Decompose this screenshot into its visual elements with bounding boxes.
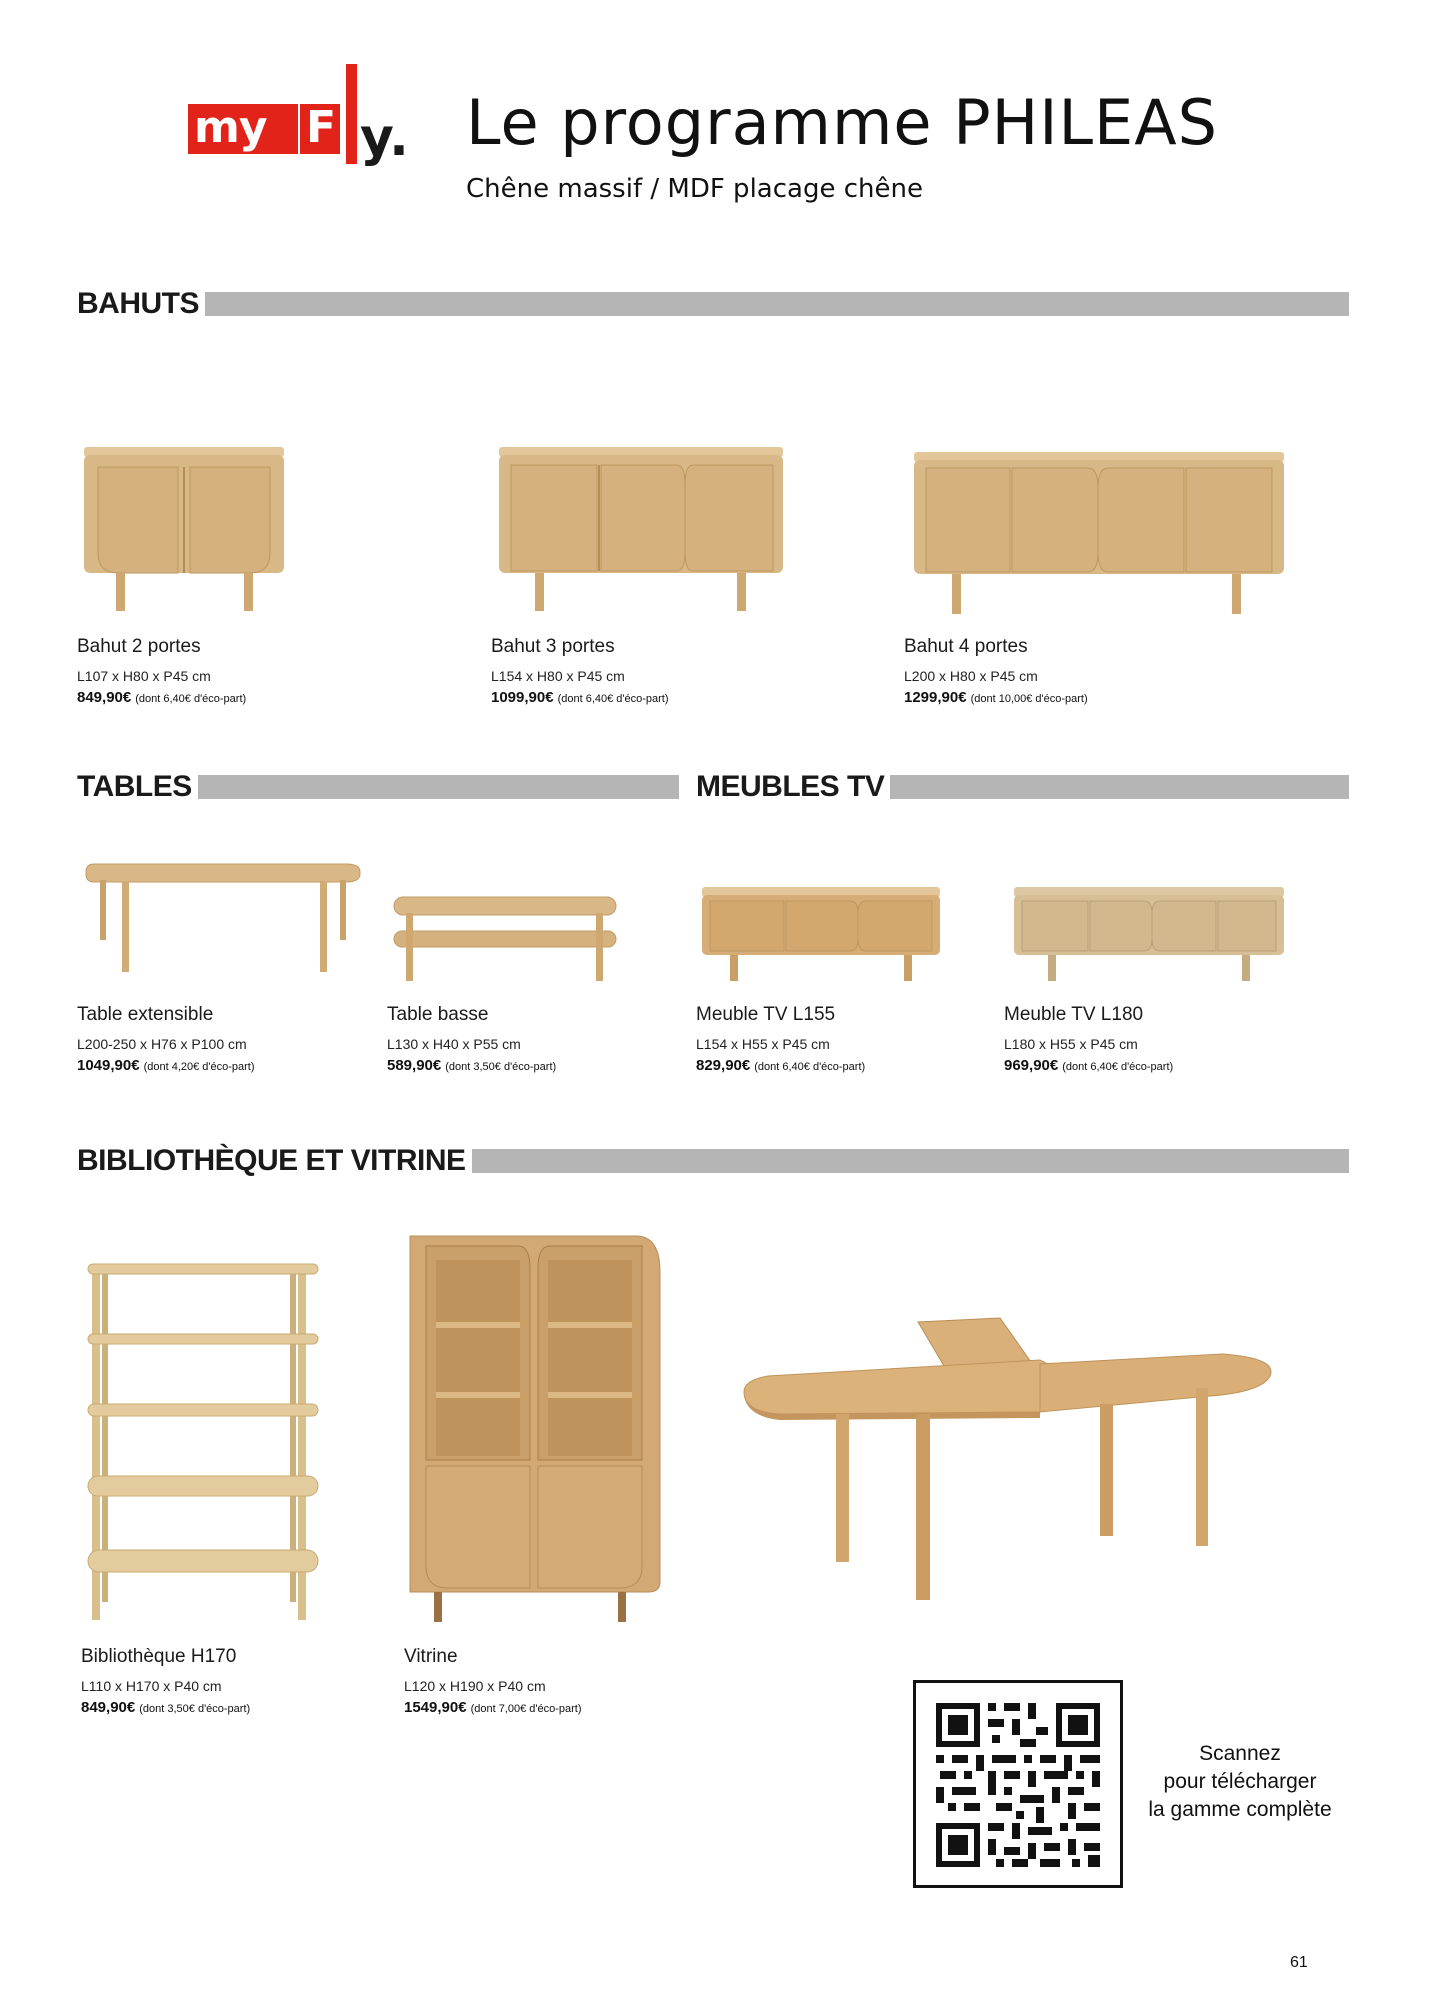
eco-part: (dont 6,40€ d'éco-part) — [1062, 1061, 1174, 1073]
product-name: Meuble TV L155 — [696, 1004, 836, 1025]
section-title: BAHUTS — [77, 287, 199, 320]
bibliotheque-h170-image — [86, 1262, 322, 1628]
price-value: 589,90€ — [387, 1057, 442, 1074]
product-dimensions: L110 x H170 x P40 cm — [81, 1678, 222, 1694]
product-dimensions: L120 x H190 x P40 cm — [404, 1678, 546, 1694]
qr-code-pattern — [916, 1683, 1120, 1885]
price-value: 969,90€ — [1004, 1057, 1059, 1074]
section-header-bibliotheque — [77, 1144, 1349, 1178]
section-header-tables — [77, 770, 679, 804]
product-dimensions: L107 x H80 x P45 cm — [77, 668, 211, 684]
product-name: Table extensible — [77, 1004, 214, 1025]
section-divider — [205, 292, 1349, 316]
qr-line-2: pour télécharger — [1163, 1770, 1317, 1793]
section-title: MEUBLES TV — [696, 770, 885, 803]
section-title: BIBLIOTHÈQUE ET VITRINE — [77, 1144, 466, 1177]
eco-part: (dont 6,40€ d'éco-part) — [557, 693, 669, 705]
product-price — [77, 1057, 255, 1074]
table-extensible-large-image — [740, 1316, 1280, 1610]
eco-part: (dont 3,50€ d'éco-part) — [139, 1703, 251, 1715]
price-value: 829,90€ — [696, 1057, 751, 1074]
product-dimensions: L154 x H55 x P45 cm — [696, 1036, 830, 1052]
logo-y-text: y. — [360, 108, 409, 168]
logo-my-block: my — [188, 104, 298, 154]
logo-l-bar — [346, 64, 357, 164]
product-price — [696, 1057, 865, 1074]
eco-part: (dont 7,00€ d'éco-part) — [470, 1703, 582, 1715]
product-dimensions: L130 x H40 x P55 cm — [387, 1036, 521, 1052]
logo-f-block: F — [300, 104, 340, 154]
eco-part: (dont 10,00€ d'éco-part) — [970, 693, 1088, 705]
section-divider — [472, 1149, 1349, 1173]
price-value: 849,90€ — [77, 689, 132, 706]
product-name: Bahut 4 portes — [904, 636, 1028, 657]
eco-part: (dont 4,20€ d'éco-part) — [143, 1061, 255, 1073]
product-dimensions: L200-250 x H76 x P100 cm — [77, 1036, 247, 1052]
eco-part: (dont 6,40€ d'éco-part) — [135, 693, 247, 705]
page-number: 61 — [1290, 1954, 1308, 1971]
brand-logo — [188, 60, 408, 180]
product-price — [77, 689, 246, 706]
product-name: Bahut 2 portes — [77, 636, 201, 657]
product-dimensions: L180 x H55 x P45 cm — [1004, 1036, 1138, 1052]
product-name: Vitrine — [404, 1646, 458, 1667]
product-name: Table basse — [387, 1004, 489, 1025]
table-basse-image — [392, 895, 622, 987]
meuble-tv-l180-image — [1012, 885, 1287, 985]
bahut-3-portes-image — [497, 445, 787, 615]
price-value: 849,90€ — [81, 1699, 136, 1716]
section-divider — [198, 775, 679, 799]
section-divider — [890, 775, 1349, 799]
product-price — [404, 1699, 582, 1716]
vitrine-image — [408, 1232, 662, 1626]
product-price — [81, 1699, 250, 1716]
eco-part: (dont 6,40€ d'éco-part) — [754, 1061, 866, 1073]
qr-instructions — [1130, 1740, 1350, 1824]
page-title: Le programme PHILEAS — [466, 86, 1218, 159]
price-value: 1549,90€ — [404, 1699, 467, 1716]
product-dimensions: L200 x H80 x P45 cm — [904, 668, 1038, 684]
price-value: 1049,90€ — [77, 1057, 140, 1074]
section-title: TABLES — [77, 770, 192, 803]
product-price — [387, 1057, 556, 1074]
qr-code[interactable] — [913, 1680, 1123, 1888]
product-name: Meuble TV L180 — [1004, 1004, 1144, 1025]
product-price — [904, 689, 1088, 706]
price-value: 1099,90€ — [491, 689, 554, 706]
qr-line-3: la gamme complète — [1148, 1798, 1332, 1821]
product-price — [491, 689, 669, 706]
section-header-meubles-tv — [696, 770, 1349, 804]
page-subtitle: Chêne massif / MDF placage chêne — [466, 174, 923, 204]
product-name: Bahut 3 portes — [491, 636, 615, 657]
meuble-tv-l155-image — [700, 885, 942, 985]
product-price — [1004, 1057, 1173, 1074]
eco-part: (dont 3,50€ d'éco-part) — [445, 1061, 557, 1073]
product-name: Bibliothèque H170 — [81, 1646, 237, 1667]
bahut-2-portes-image — [80, 445, 290, 615]
product-dimensions: L154 x H80 x P45 cm — [491, 668, 625, 684]
table-extensible-image — [84, 860, 366, 980]
qr-line-1: Scannez — [1199, 1742, 1281, 1765]
section-header-bahuts — [77, 287, 1349, 321]
price-value: 1299,90€ — [904, 689, 967, 706]
bahut-4-portes-image — [912, 450, 1287, 618]
